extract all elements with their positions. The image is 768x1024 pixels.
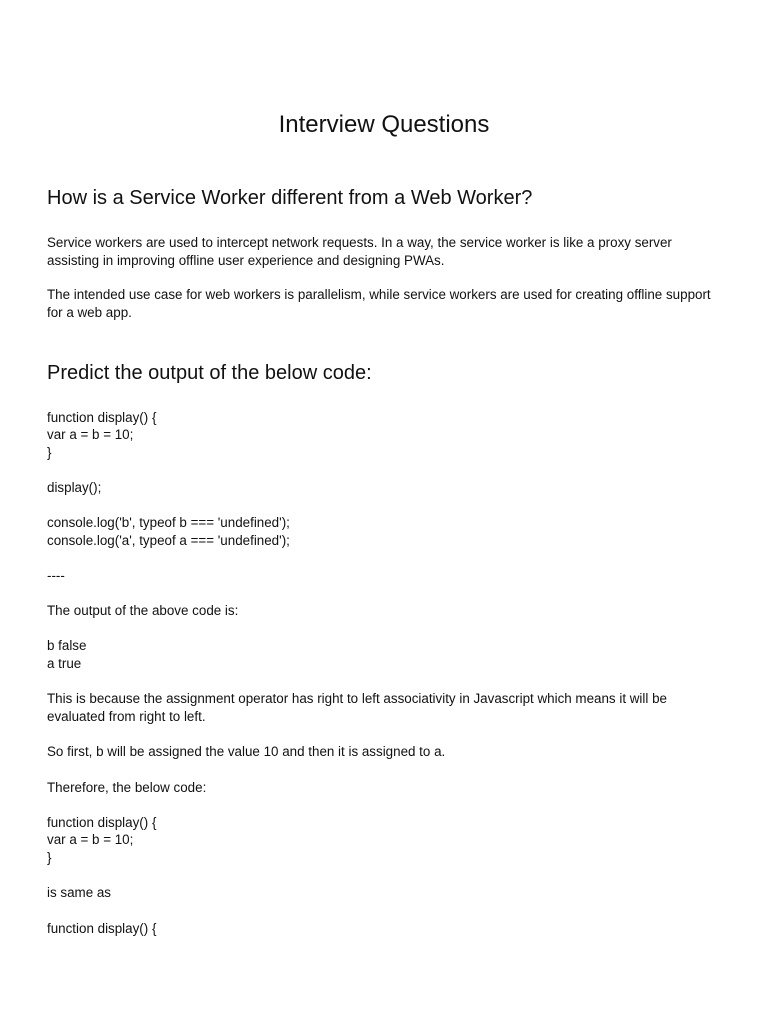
code-line: var a = b = 10; <box>47 832 134 847</box>
question-1-heading: How is a Service Worker different from a Web Worker? <box>47 187 533 209</box>
so-first-line: So first, b will be assigned the value 10 and then it is assigned to a. <box>47 744 446 759</box>
code-line: console.log('b', typeof b === 'undefined'); <box>47 515 290 530</box>
output-line: b false <box>47 638 87 653</box>
question-1-paragraph-2: The intended use case for web workers is parallelism, while service workers are used for creating offline support for a web app. <box>47 287 711 320</box>
code-line: console.log('a', typeof a === 'undefined'); <box>47 533 290 548</box>
code-line: function display() { <box>47 815 157 830</box>
same-as-line: is same as <box>47 885 111 900</box>
separator-text: ---- <box>47 568 65 583</box>
document-title: Interview Questions <box>278 111 490 138</box>
explanation-paragraph: This is because the assignment operator has right to left associativity in Javascript which means it will be evaluated from right to left. <box>47 691 667 724</box>
question-2-heading: Predict the output of the below code: <box>47 362 372 384</box>
code-line: } <box>47 850 52 865</box>
code-line: function display() { <box>47 410 157 425</box>
therefore-line: Therefore, the below code: <box>47 780 207 795</box>
code-line: function display() { <box>47 921 157 936</box>
output-line: a true <box>47 656 82 671</box>
code-line: var a = b = 10; <box>47 427 134 442</box>
question-1-paragraph-1: Service workers are used to intercept network requests. In a way, the service worker is like a proxy server assisting in improving offline user experience and designing PWAs. <box>47 235 672 268</box>
code-line: } <box>47 445 52 460</box>
code-line: display(); <box>47 480 102 495</box>
output-intro: The output of the above code is: <box>47 603 239 618</box>
